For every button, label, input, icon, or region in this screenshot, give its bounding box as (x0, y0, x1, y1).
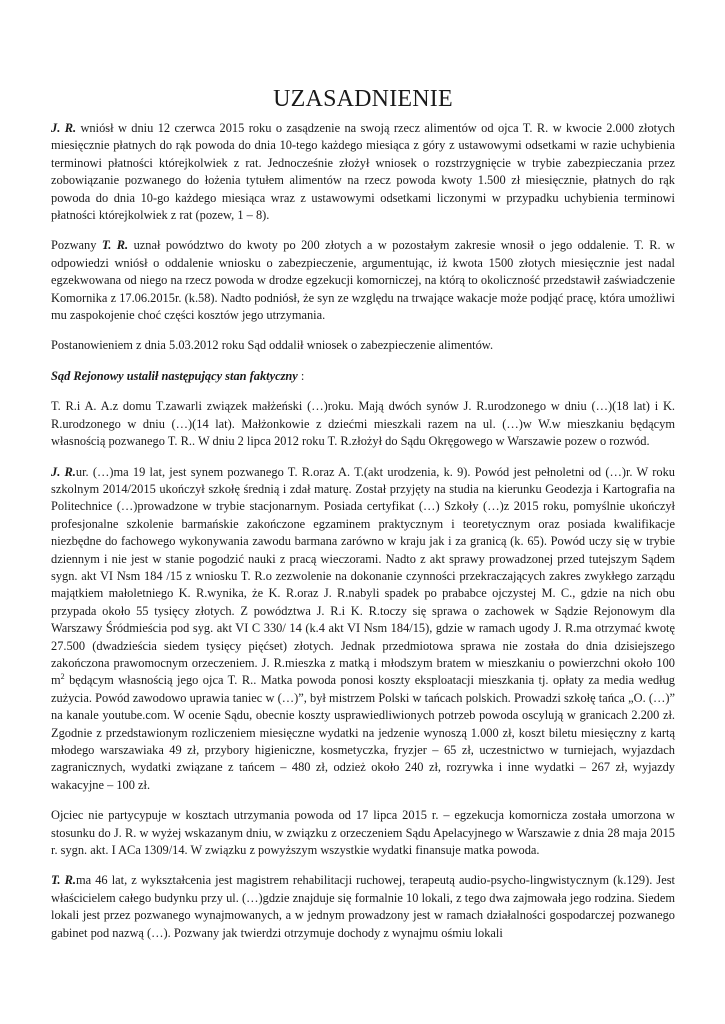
paragraph-claim (51, 120, 675, 224)
document-page (51, 86, 675, 955)
paragraph-decision (51, 337, 675, 354)
paragraph-text: uznał powództwo do kwoty po 200 złotych a w pozostałym zakresie wnosił o jego oddalenie. T. R. w odpowiedzi wniósł o oddalenie wniosku o zabezpieczenie, argumentując, iż kwota 1500 złotych miesięcznie jest nadal egzekwowana od niego na rzecz powoda w drodze egzekucji komorniczej, na którą to okoliczność przedstawił zaświadczenie Komornika z 17.06.2015r. (k.58). Nadto podniósł, że syn ze względu na trwające wakacje może podjąć pracę, która umożliwi mu zaspokojenie choć części kosztów jego utrzymania. (51, 238, 675, 323)
document-title: UZASADNIENIE (273, 86, 453, 112)
paragraph-father-contribution (51, 807, 675, 859)
paragraph-defendant-response (51, 237, 675, 324)
paragraph-plaintiff-facts (51, 464, 675, 795)
section-heading-suffix: : (297, 368, 305, 383)
paragraph-marriage (51, 398, 675, 450)
party-name-defendant: T. R. (101, 238, 129, 253)
section-heading-facts (51, 368, 675, 385)
section-heading-label: Sąd Rejonowy ustalił następujący stan faktyczny (51, 368, 298, 383)
party-name-plaintiff: J. R. (51, 121, 77, 135)
paragraph-text: ur. (…)ma 19 lat, jest synem pozwanego T. R.oraz A. T.(akt urodzenia, k. 9). Powód jest pełnoletni od (…)r. W roku szkolnym 2014/2015 ukończył szkołę średnią i zdał maturę. Został przyjęty na studia na kierunku Geodezja i Kartografia na Politechnice (…)prowadzone w trybie stacjonarnym. Posiada certyfikat (…) Szkoły (…)z 2015 roku, pomyślnie ukończył profesjonalne szkolenie barmańskie zakończone egzaminem praktycznym i teoretycznym oraz posiada kwalifikacje niezbędne do fachowego wykonywania zawodu barmana zarówno w kraju jak i za granicą (k. 65). Powód uczy się w trybie dziennym i nie jest w stanie pogodzić nauki z pracą wieczorami. Nadto z akt sprawy prowadzonej przed tutejszym Sądem sygn. akt VI Nsm 184 /15 z wniosku T. R.o zezwolenie na dokonanie czynności przekraczających zakres zwykłego zarządu majątkiem małoletniego K. R.wynika, że K. R.oraz J. R.nabyli spadek po prababce ojczystej M. C., gdzie na nich obu przypada około 55 tysięcy złotych. Z powództwa J. R.i K. R.toczy się sprawa o zachowek w Sądzie Rejonowym dla Warszawy Śródmieścia pod syg. akt VI C 330/ 14 (k.4 akt VI Nsm 184/15), gdzie w ramach ugody J. R.ma otrzymać kwotę 27.500 (dwadzieścia siedem tysięcy pięćset) złotych. Jednak przedmiotowa sprawa nie została do dnia dzisiejszego zakończona prawomocnym orzeczeniem. J. R.mieszka z matką i młodszym bratem w mieszkaniu o powierzchni około 100 m (51, 464, 675, 688)
paragraph-text-continued: będącym własnością jego ojca T. R.. Matka powoda ponosi koszty eksploatacji mieszkania tj. opłaty za media według zużycia. Powód zawodowo uprawia taniec w (…)”, był mistrzem Polski w tańcach polskich. Prowadzi szkołę tańca „O. (…)” na kanale youtube.com. W ocenie Sądu, obecnie koszty usprawiedliwionych potrzeb powoda oscylują w granicach 2.200 zł. Zgodnie z przedstawionym rozliczeniem miesięczne wydatki na jedzenie wynoszą 1.000 zł, koszt biletu miesięczny z kartą młodego warszawiaka 49 zł, przybory higieniczne, kosmetyczka, fryzjer – 65 zł, uczestnictwo w turniejach, wyjazdach zagranicznych, wydatki związane z tańcem – 480 zł, odzież około 240 zł, rozrywka i inne wydatki – 267 zł, wyjazdy wakacyjne – 100 zł. (51, 673, 675, 792)
paragraph-defendant-facts (51, 872, 675, 942)
paragraph-text: wniósł w dniu 12 czerwca 2015 roku o zasądzenie na swoją rzecz alimentów od ojca T. R. w kwocie 2.000 złotych miesięcznie płatnych do rąk powoda do dnia 10-tego każdego miesiąca z góry z ustawowymi odsetkami w razie uchybienia terminowi płatności którejkolwiek z rat. Jednocześnie złożył wniosek o rozstrzygnięcie w trybie zabezpieczania przez zobowiązanie pozwanego do łożenia tytułem alimentów na rzecz powoda kwoty 1.500 zł miesięcznie, płatnych do rąk powoda do dnia 10-go każdego miesiąca wraz z ustawowymi odsetkami liczonymi w przypadku uchybienia terminowi płatności którejkolwiek z rat (pozew, 1 – 8). (51, 121, 675, 223)
paragraph-prefix: Pozwany (51, 238, 102, 253)
party-name-defendant: T. R. (51, 873, 76, 888)
paragraph-text: ma 46 lat, z wykształcenia jest magistrem rehabilitacji ruchowej, terapeutą audio-psycho-lingwistycznym (k.129). Jest właścicielem całego budynku przy ul. (…)gdzie znajduje się formalnie 10 lokali, z tego dwa zajmowała jego rodzina. Siedem lokali jest przez pozwanego wynajmowanych, a w jednym prowadzony jest w ramach działalności gospodarczej pozwanego gabinet pod nazwą (…). Pozwany jak twierdzi otrzymuje dochody z wynajmu ośmiu lokali (51, 873, 675, 940)
paragraph-text: T. R.i A. A.z domu T.zawarli związek małżeński (…)roku. Mają dwóch synów J. R.urodzonego w dniu (…)(18 lat) i K. R.urodzonego w dniu (…)(14 lat). Małżonkowie z dziećmi mieszkali razem na ul. (…)w W.w mieszkaniu będącym własnością pozwanego T. R.. W dniu 2 lipca 2012 roku T. R.złożył do Sądu Okręgowego w Warszawie pozew o rozwód. (51, 399, 675, 449)
party-name-plaintiff: J. R. (51, 464, 76, 479)
superscript: 2 (60, 672, 65, 682)
paragraph-text: Postanowieniem z dnia 5.03.2012 roku Sąd oddalił wniosek o zabezpieczenie alimentów. (51, 338, 494, 353)
paragraph-text: Ojciec nie partycypuje w kosztach utrzymania powoda od 17 lipca 2015 r. – egzekucja komornicza została umorzona w stosunku do J. R. w wyżej wskazanym dniu, w związku z orzeczeniem Sądu Apelacyjnego w Warszawie z dnia 28 maja 2015 r. sygn. akt. I ACa 1309/14. W związku z powyższym wszystkie wydatki finansuje matka powoda. (51, 808, 675, 858)
